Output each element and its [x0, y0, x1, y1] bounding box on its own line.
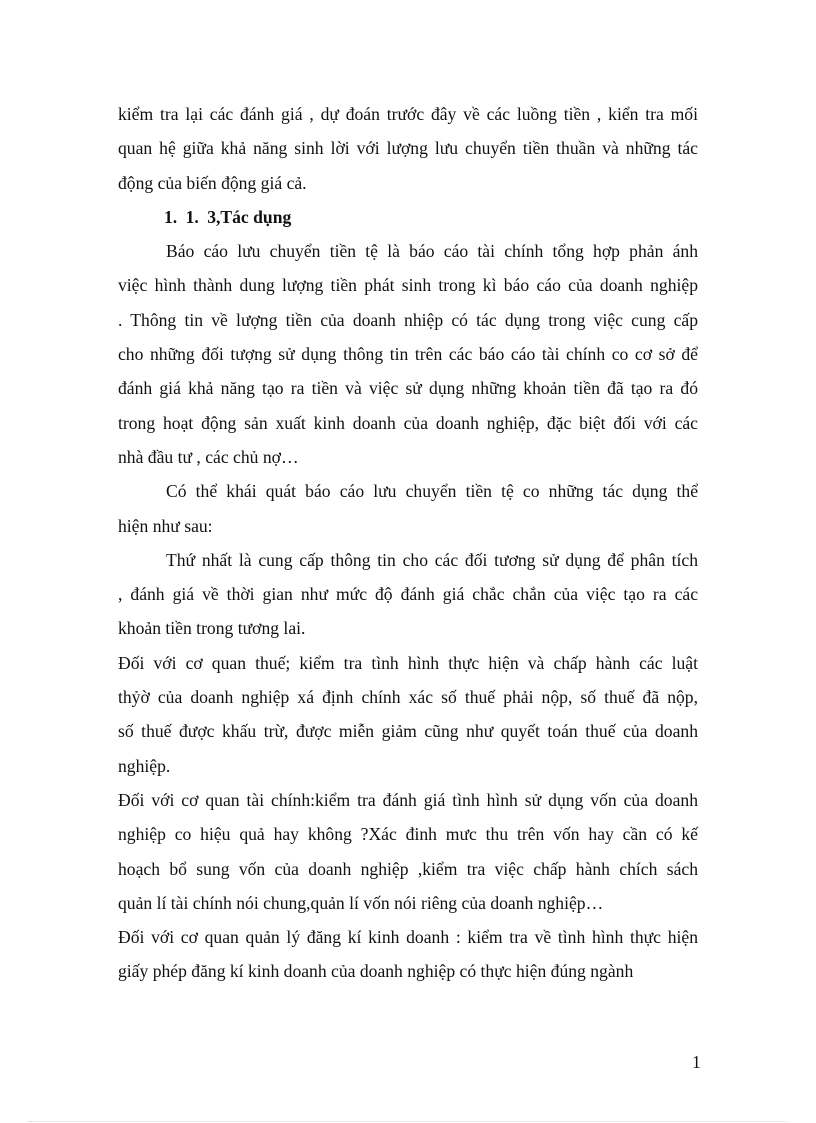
text-line: nghiệp.	[118, 755, 171, 776]
text-line: đánh giá khả năng tạo ra tiền và việc sử dụng những khoản tiền đã tạo ra đó	[118, 378, 698, 399]
text-line: việc hình thành dung lượng tiền phát sinh trong kì báo cáo của doanh nghiệp	[118, 275, 698, 296]
text-line: kiểm tra lại các đánh giá , dự đoán trước đây về các luồng tiền , kiển tra mối	[118, 104, 698, 124]
text-line: Đối với cơ quan quản lý đăng kí kinh doanh : kiểm tra về tình hình thực hiện	[118, 927, 698, 948]
text-line: hiện như sau:	[118, 515, 213, 536]
section-heading	[118, 200, 698, 234]
section-number: 1. 1. 3,	[164, 206, 221, 227]
text-line: quản lí tài chính nói chung,quản lí vốn nói riêng của doanh nghiệp…	[118, 892, 604, 913]
paragraph-definition	[118, 234, 698, 474]
paragraph-finance-authority	[118, 783, 698, 920]
text-line: số thuế được khấu trừ, được miễn giảm cũng như quyết toán thuế của doanh	[118, 721, 698, 742]
paragraph-continuation	[118, 97, 698, 200]
text-line: quan hệ giữa khả năng sinh lời với lượng lưu chuyển tiền thuần và những tác	[118, 138, 698, 159]
text-line: hoạch bổ sung vốn của doanh nghiệp ,kiểm tra việc chấp hành chích sách	[118, 858, 698, 879]
text-line: Thứ nhất là cung cấp thông tin cho các đối tương sử dụng để phân tích	[166, 549, 698, 570]
text-line: giấy phép đăng kí kinh doanh của doanh nghiệp có thực hiện đúng ngành	[118, 961, 634, 982]
text-line: Đối với cơ quan tài chính:kiểm tra đánh giá tình hình sử dụng vốn của doanh	[118, 789, 698, 810]
text-line: thỷờ của doanh nghiệp xá định chính xác số thuế phải nộp, số thuế đã nộp,	[118, 687, 698, 708]
section-title: Tác dụng	[220, 206, 292, 227]
text-line: khoản tiền trong tương lai.	[118, 618, 306, 639]
text-line: động của biến động giá cả.	[118, 172, 307, 193]
paragraph-first-point	[118, 543, 698, 646]
body-text	[118, 97, 698, 989]
paragraph-tax-authority	[118, 646, 698, 783]
page-bottom-divider	[28, 1121, 788, 1122]
text-line: nghiệp co hiệu quả hay không ?Xác đinh mưc thu trên vốn hay cần có kế	[118, 824, 698, 845]
text-line: Đối với cơ quan thuế; kiểm tra tình hình thực hiện và chấp hành các luật	[118, 652, 698, 673]
text-line: . Thông tin về lượng tiền của doanh nhiệp có tác dụng trong việc cung cấp	[118, 309, 698, 330]
text-line: trong hoạt động sản xuất kinh doanh của doanh nghiệp, đặc biệt đối với các	[118, 412, 698, 433]
text-line: Có thể khái quát báo cáo lưu chuyển tiền tệ co những tác dụng thể	[166, 481, 698, 502]
paragraph-business-registration	[118, 920, 698, 989]
page-number: 1	[692, 1052, 701, 1072]
text-line: cho những đối tượng sử dụng thông tin trên các báo cáo tài chính co cơ sở để	[118, 344, 698, 365]
paragraph-summary	[118, 474, 698, 543]
text-line: Báo cáo lưu chuyển tiền tệ là báo cáo tài chính tổng hợp phản ánh	[166, 241, 698, 262]
text-line: , đánh giá về thời gian như mức độ đánh giá chắc chắn của việc tạo ra các	[118, 584, 698, 605]
text-line: nhà đầu tư , các chủ nợ…	[118, 446, 299, 467]
